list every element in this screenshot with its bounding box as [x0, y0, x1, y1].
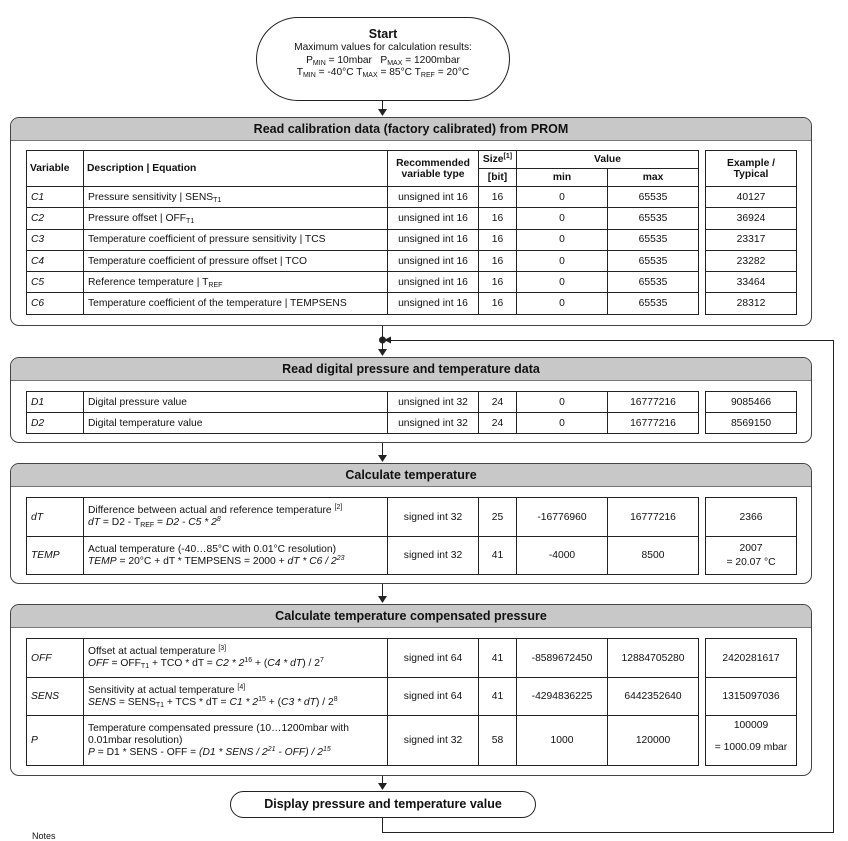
- table-row: [27, 272, 699, 293]
- start-pressure-limits: $P_{MIN}$ = 10mbar $P_{MAX}$ = 1200mbar: [306, 54, 460, 67]
- desc-P: Temperature compensated pressure (10…1200mbar with 0.01mbar resolution) P = D1 * SENS - OFF = (D1 * SENS / $2^{21} - OFF) / 2^{15}$: [84, 716, 388, 766]
- var-dT: dT: [27, 498, 84, 537]
- example-cell: 28312: [706, 293, 797, 314]
- size-OFF: 41: [479, 639, 517, 678]
- display-node: Display pressure and temperature value: [230, 791, 536, 818]
- var-TEMP: TEMP: [27, 537, 84, 575]
- arrow-down-icon: [378, 783, 387, 791]
- loop-line: [382, 832, 834, 833]
- min-P: 1000: [517, 716, 608, 766]
- var-cell: C2: [27, 208, 84, 229]
- table-row: [27, 208, 699, 229]
- header-recommended-type: Recommended variable type: [388, 151, 479, 187]
- type-SENS: signed int 64: [388, 678, 479, 716]
- start-node: [256, 17, 510, 101]
- header-max: max: [608, 169, 699, 187]
- min-SENS: -4294836225: [517, 678, 608, 716]
- max-TEMP: 8500: [608, 537, 699, 575]
- temperature-section-title: Calculate temperature: [11, 464, 811, 487]
- var-cell: C6: [27, 293, 84, 314]
- size-P: 58: [479, 716, 517, 766]
- min-dT: -16776960: [517, 498, 608, 537]
- table-row-OFF: [27, 639, 699, 678]
- temperature-example-table: [705, 497, 797, 575]
- desc-SENS: Sensitivity at actual temperature [4] SENS = $SENS_{T1}$ + TCS * dT = $C1 * 2^{15} + (C3 * dT) / 2^8$: [84, 678, 388, 716]
- temperature-table: [26, 497, 699, 575]
- max-cell: 65535: [608, 250, 699, 271]
- digital-section-title: Read digital pressure and temperature data: [11, 358, 811, 381]
- min-OFF: -8589672450: [517, 639, 608, 678]
- var-cell: D2: [27, 413, 84, 434]
- table-row: [27, 187, 699, 208]
- desc-cell: Temperature coefficient of pressure sensitivity | TCS: [84, 229, 388, 250]
- var-cell: D1: [27, 392, 84, 413]
- desc-cell: Pressure offset | $OFF_{T1}$: [84, 208, 388, 229]
- header-bit: [bit]: [479, 169, 517, 187]
- var-cell: C1: [27, 187, 84, 208]
- start-title: Start: [368, 27, 398, 41]
- type-cell: unsigned int 16: [388, 187, 479, 208]
- example-cell: 23282: [706, 250, 797, 271]
- example-cell: 23317: [706, 229, 797, 250]
- size-cell: 24: [479, 413, 517, 434]
- table-row: [27, 250, 699, 271]
- max-cell: 16777216: [608, 413, 699, 434]
- size-TEMP: 41: [479, 537, 517, 575]
- type-cell: unsigned int 16: [388, 208, 479, 229]
- max-SENS: 6442352640: [608, 678, 699, 716]
- size-cell: 24: [479, 392, 517, 413]
- prom-section-title: Read calibration data (factory calibrated) from PROM: [11, 118, 811, 141]
- max-P: 120000: [608, 716, 699, 766]
- max-cell: 16777216: [608, 392, 699, 413]
- loop-line: [833, 340, 834, 833]
- digital-table: [26, 391, 699, 434]
- prom-example-table: [705, 150, 797, 315]
- table-row-SENS: [27, 678, 699, 716]
- table-row-TEMP: [27, 537, 699, 575]
- header-variable: Variable: [27, 151, 84, 187]
- example-cell: 8569150: [706, 413, 797, 434]
- example-cell: 9085466: [706, 392, 797, 413]
- type-cell: unsigned int 16: [388, 293, 479, 314]
- type-cell: unsigned int 32: [388, 392, 479, 413]
- type-OFF: signed int 64: [388, 639, 479, 678]
- type-cell: unsigned int 16: [388, 229, 479, 250]
- desc-cell: Digital pressure value: [84, 392, 388, 413]
- min-cell: 0: [517, 208, 608, 229]
- loop-line: [382, 818, 383, 832]
- digital-example-table: [705, 391, 797, 434]
- size-cell: 16: [479, 293, 517, 314]
- desc-dT: Difference between actual and reference temperature [2] dT = $D2 - T_{REF} = D2 - C5 * 2^8$: [84, 498, 388, 537]
- type-P: signed int 32: [388, 716, 479, 766]
- example-dT: 2366: [706, 498, 797, 537]
- type-TEMP: signed int 32: [388, 537, 479, 575]
- max-OFF: 12884705280: [608, 639, 699, 678]
- example-cell: 36924: [706, 208, 797, 229]
- start-max-values-label: Maximum values for calculation results:: [294, 42, 472, 54]
- var-SENS: SENS: [27, 678, 84, 716]
- example-cell: 40127: [706, 187, 797, 208]
- size-cell: 16: [479, 208, 517, 229]
- example-P: 100009 = 1000.09 mbar: [706, 716, 797, 766]
- arrow-down-icon: [378, 109, 387, 117]
- min-cell: 0: [517, 392, 608, 413]
- arrow-down-icon: [378, 455, 387, 463]
- arrow-down-icon: [378, 596, 387, 604]
- prom-table: [26, 150, 699, 315]
- min-cell: 0: [517, 187, 608, 208]
- pressure-section-title: Calculate temperature compensated pressure: [11, 605, 811, 628]
- table-row: [27, 413, 699, 434]
- min-cell: 0: [517, 413, 608, 434]
- size-cell: 16: [479, 250, 517, 271]
- size-SENS: 41: [479, 678, 517, 716]
- min-TEMP: -4000: [517, 537, 608, 575]
- type-cell: unsigned int 32: [388, 413, 479, 434]
- table-row: [27, 229, 699, 250]
- table-row: [27, 293, 699, 314]
- pressure-example-table: [705, 638, 797, 766]
- desc-cell: Reference temperature | $T_{REF}$: [84, 272, 388, 293]
- desc-cell: Temperature coefficient of pressure offset | TCO: [84, 250, 388, 271]
- table-row-dT: [27, 498, 699, 537]
- max-cell: 65535: [608, 187, 699, 208]
- table-row-P: [27, 716, 699, 766]
- desc-cell: Digital temperature value: [84, 413, 388, 434]
- min-cell: 0: [517, 293, 608, 314]
- var-cell: C4: [27, 250, 84, 271]
- example-OFF: 2420281617: [706, 639, 797, 678]
- max-dT: 16777216: [608, 498, 699, 537]
- var-P: P: [27, 716, 84, 766]
- size-cell: 16: [479, 229, 517, 250]
- max-cell: 65535: [608, 293, 699, 314]
- example-TEMP: 2007 = 20.07 °C: [706, 537, 797, 575]
- type-cell: unsigned int 16: [388, 250, 479, 271]
- size-cell: 16: [479, 187, 517, 208]
- max-cell: 65535: [608, 272, 699, 293]
- type-dT: signed int 32: [388, 498, 479, 537]
- pressure-table: [26, 638, 699, 766]
- min-cell: 0: [517, 250, 608, 271]
- var-OFF: OFF: [27, 639, 84, 678]
- example-SENS: 1315097036: [706, 678, 797, 716]
- table-row: [27, 392, 699, 413]
- start-temperature-limits: $T_{MIN} = -40^\circ C$ $T_{MAX} = 85^\circ C$ $T_{REF} = 20^\circ C$: [296, 67, 470, 80]
- size-cell: 16: [479, 272, 517, 293]
- desc-cell: Pressure sensitivity | $SENS_{T1}$: [84, 187, 388, 208]
- arrow-down-icon: [378, 349, 387, 357]
- prom-rows: [27, 187, 699, 315]
- max-cell: 65535: [608, 208, 699, 229]
- min-cell: 0: [517, 229, 608, 250]
- header-description: Description | Equation: [84, 151, 388, 187]
- example-cell: 33464: [706, 272, 797, 293]
- desc-cell: Temperature coefficient of the temperature | TEMPSENS: [84, 293, 388, 314]
- loop-line: [390, 340, 834, 341]
- max-cell: 65535: [608, 229, 699, 250]
- min-cell: 0: [517, 272, 608, 293]
- header-min: min: [517, 169, 608, 187]
- desc-OFF: Offset at actual temperature [3] OFF = $OFF_{T1}$ + TCO * dT = $C2 * 2^{16} + (C4 * dT) / 2^7$: [84, 639, 388, 678]
- var-cell: C5: [27, 272, 84, 293]
- size-dT: 25: [479, 498, 517, 537]
- header-size: Size[1]: [479, 151, 517, 169]
- notes-label: Notes: [32, 831, 56, 841]
- type-cell: unsigned int 16: [388, 272, 479, 293]
- header-value: Value: [517, 151, 699, 169]
- var-cell: C3: [27, 229, 84, 250]
- header-example: Example / Typical: [706, 151, 797, 187]
- desc-TEMP: Actual temperature (-40…85°C with 0.01°C resolution) TEMP = 20°C + dT * TEMPSENS = 2000 + dT * $C6 / 2^{23}$: [84, 537, 388, 575]
